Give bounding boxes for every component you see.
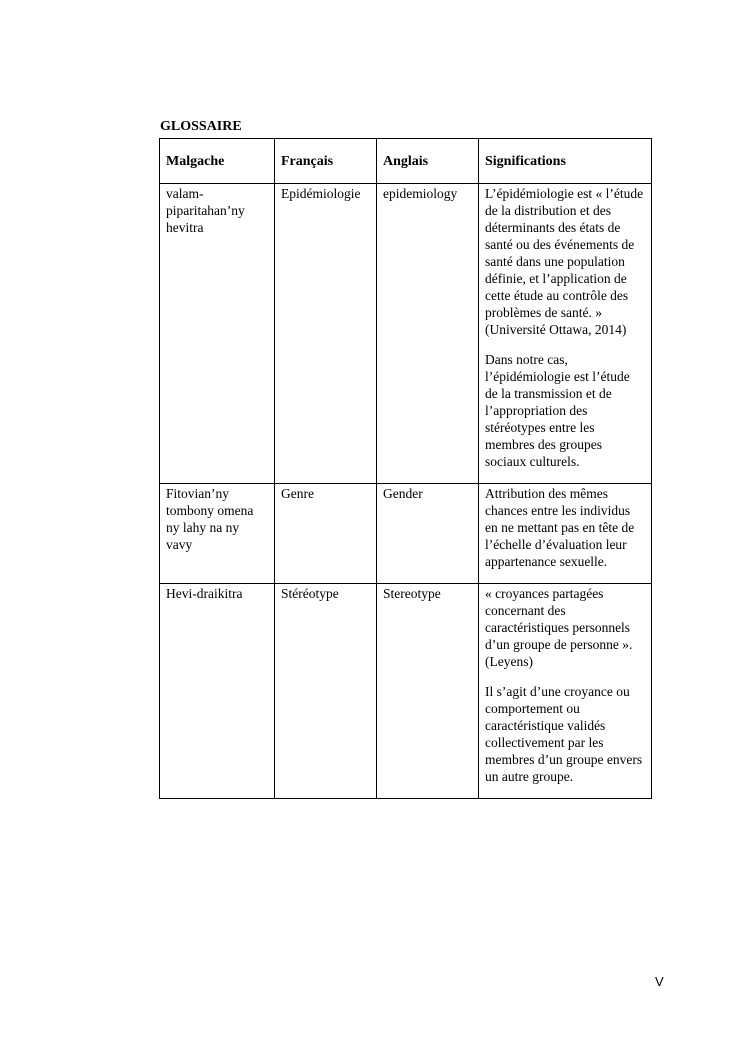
header-francais: Français [275, 139, 377, 184]
cell-significations [479, 484, 652, 584]
cell-francais: Stéréotype [275, 584, 377, 799]
definition-paragraph: « croyances partagées concernant des caractéristiques personnels d’un groupe de personne ». (Leyens) [485, 586, 633, 669]
table-row [160, 184, 652, 484]
definition-paragraph: Dans notre cas, l’épidémiologie est l’étude de la transmission et de l’appropriation des stéréotypes entre les membres des groupes sociaux culturels. [485, 352, 630, 469]
definition-paragraph: L’épidémiologie est « l’étude de la distribution et des déterminants des états de santé ou des événements de santé dans une population définie, et l’application de cette étude au contrôle des problèmes de santé. » (Université Ottawa, 2014) [485, 186, 644, 337]
header-anglais: Anglais [377, 139, 479, 184]
header-malgache: Malgache [160, 139, 275, 184]
table-row [160, 484, 652, 584]
page-title: GLOSSAIRE [160, 119, 242, 134]
cell-malgache: valam-piparitahan’ny hevitra [160, 184, 275, 484]
header-significations: Significations [479, 139, 652, 184]
definition-paragraph: Il s’agit d’une croyance ou comportement ou caractéristique validés collectivement par les membres d’un groupe envers un autre groupe. [485, 684, 643, 784]
cell-malgache: Fitovian’ny tombony omena ny lahy na ny vavy [160, 484, 275, 584]
definition-paragraph: Attribution des mêmes chances entre les individus en ne mettant pas en tête de l’échelle d’évaluation leur appartenance sexuelle. [485, 486, 635, 569]
page-number: V [655, 974, 664, 989]
cell-significations [479, 584, 652, 799]
glossary-table [159, 138, 652, 799]
cell-anglais: Gender [377, 484, 479, 584]
table-header-row [160, 139, 652, 184]
cell-anglais: epidemiology [377, 184, 479, 484]
cell-francais: Epidémiologie [275, 184, 377, 484]
cell-malgache: Hevi-draikitra [160, 584, 275, 799]
cell-anglais: Stereotype [377, 584, 479, 799]
cell-francais: Genre [275, 484, 377, 584]
table-row [160, 584, 652, 799]
cell-significations [479, 184, 652, 484]
